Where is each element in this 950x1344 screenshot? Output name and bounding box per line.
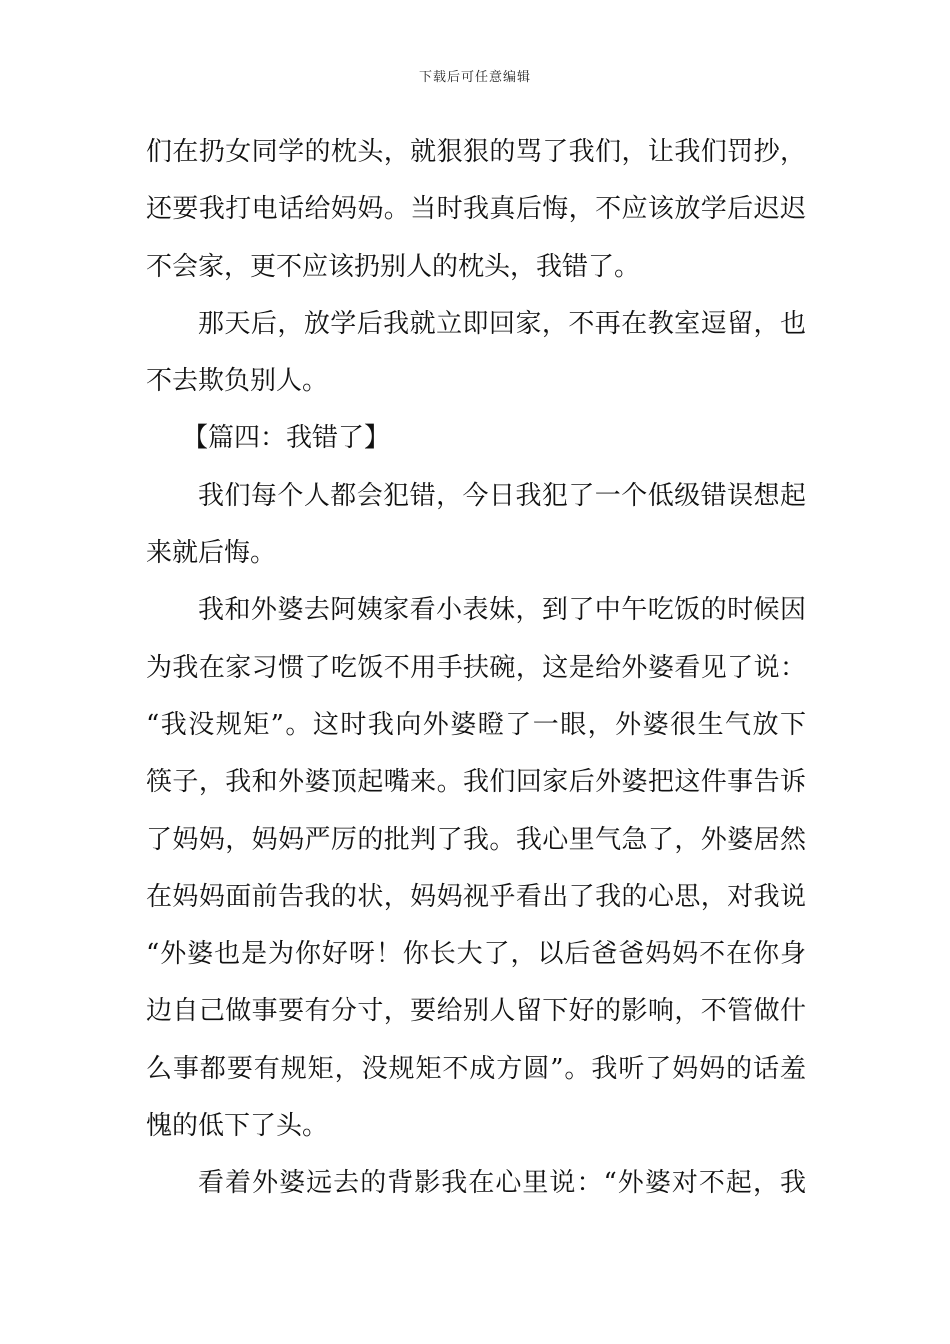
paragraph-start-line: 我和外婆去阿姨家看小表妹，到了中午吃饭的时候因 (198, 595, 806, 626)
text-line: 不会家，更不应该扔别人的枕头，我错了。 (146, 251, 641, 282)
text-line: “我没规矩”。这时我向外婆瞪了一眼，外婆很生气放下 (146, 709, 806, 740)
text-line: 们在扔女同学的枕头，就狠狠的骂了我们，让我们罚抄， (146, 137, 806, 167)
text-line: 筷子，我和外婆顶起嘴来。我们回家后外婆把这件事告诉 (146, 767, 806, 798)
text-line: 来就后悔。 (146, 538, 277, 569)
text-line: 在妈妈面前告我的状，妈妈视乎看出了我的心思，对我说 (146, 881, 806, 912)
text-line: 还要我打电话给妈妈。当时我真后悔，不应该放学后迟迟 (146, 194, 806, 225)
text-line: 为我在家习惯了吃饭不用手扶碗，这是给外婆看见了说： (146, 652, 806, 683)
paragraph-start-line: 看着外婆远去的背影我在心里说：“外婆对不起，我 (198, 1168, 806, 1199)
text-line: 愧的低下了头。 (146, 1111, 329, 1142)
paragraph-start-line: 我们每个人都会犯错，今日我犯了一个低级错误想起 (198, 480, 806, 511)
text-line: 边自己做事要有分寸，要给别人留下好的影响，不管做什 (146, 996, 806, 1027)
document-body (146, 124, 806, 1213)
text-line: 不去欺负别人。 (146, 366, 329, 397)
text-line: 了妈妈，妈妈严厉的批判了我。我心里气急了，外婆居然 (146, 824, 806, 855)
text-line: “外婆也是为你好呀！你长大了，以后爸爸妈妈不在你身 (146, 939, 806, 970)
page-header: 下载后可任意编辑 (418, 70, 531, 85)
text-line: 么事都要有规矩，没规矩不成方圆”。我听了妈妈的话羞 (146, 1053, 806, 1084)
section-heading: 【篇四：我错了】 (182, 423, 391, 454)
paragraph-start-line: 那天后，放学后我就立即回家，不再在教室逗留，也 (198, 308, 806, 339)
